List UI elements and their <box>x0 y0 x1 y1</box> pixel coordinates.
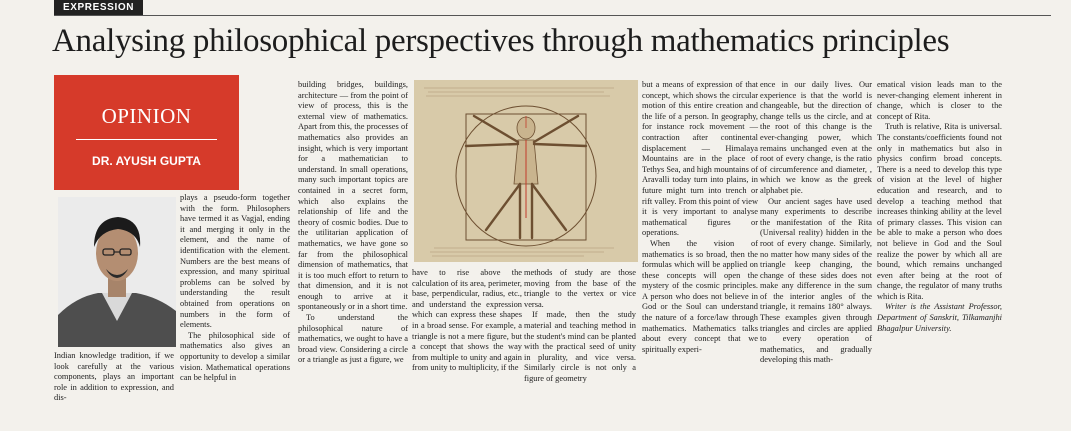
article-column-8 <box>877 80 1002 334</box>
opinion-label: OPINION <box>101 104 192 128</box>
paragraph: When the vision of mathematics is so broad, then the formulas which will be applied on these concepts will open the mystery of the cosmic principles. A person who does not believe in God or the Soul can understand the nature of a force/law through mathematics. Mathematics talks about every concept that we spiritually experi- <box>642 238 758 354</box>
author-name: DR. AYUSH GUPTA <box>92 154 201 168</box>
paragraph: ence in our daily lives. Our experience is that the world is changeable, but the direction of change tells us the circle, and at the root of this change is the ever-changing power, which remains unchanged even at the root of every change, is the ratio of circumference and diameter, , which we know as the greek alphabet pie. <box>760 80 872 195</box>
article-column-2 <box>180 193 290 384</box>
top-rule <box>54 15 1051 16</box>
paragraph: Indian knowledge tradition, if we look carefully at the various components, plays an important role in addition to expression, and dis- <box>54 351 174 403</box>
opinion-divider <box>76 139 217 140</box>
article-column-5 <box>524 268 636 385</box>
vitruvian-man-figure <box>414 80 638 262</box>
author-note: Writer is the Assistant Professor, Department of Sanskrit, Tilkamanjhi Bhagalpur University. <box>877 302 1002 333</box>
opinion-box <box>54 75 239 190</box>
article-column-6 <box>642 80 758 355</box>
paragraph: ematical vision leads man to the never-changing element inherent in change, which is closer to the concept of Rita. <box>877 80 1002 121</box>
paragraph: but a means of expression of that concept, which shows the circular motion of this entire creation and the life of a person. In geography, for instance rock movement — contraction after continental displacement — Himalaya Mountains are in the place of Tethys Sea, and high mountains of Aravalli today turn into plains, in future might turn into trench or rift valley. From this point of view it is very important to analyse mathematical figures or operations. <box>642 80 758 238</box>
author-photo <box>58 197 176 347</box>
headline: Analysing philosophical perspectives through mathematics principles <box>52 23 950 59</box>
paragraph: If made, then the study material and teaching method in the student's mind can be planted with the practical seed of unity in plurality, and vice versa. Similarly circle is not only a figure of geometry <box>524 310 636 383</box>
paragraph: have to rise above the calculation of its area, perimeter, base, perpendicular, radius, etc., and understand the expression which can express these shapes in a broad sense. For example, a triangle is not a mere figure, but a concept that shows the way from multiple to unity and again from unity to multiplicity, if the <box>412 268 522 373</box>
section-tag: EXPRESSION <box>54 0 143 15</box>
paragraph: Our ancient sages have used many experiments to describe the manifestation of the Rita (Universal reality) hidden in the root of every change. Similarly, no matter how many sides of the triangle keep changing, the change of these sides does not make any difference in the sum of the interior angles of the triangle, it remains 180° always. These examples given through triangles and circles are applied to every operation of mathematics, and gradually developing this math- <box>760 196 872 365</box>
paragraph: The philosophical side of mathematics also gives an opportunity to develop a similar vision. Mathematical operations can be helpful in <box>180 330 290 383</box>
article-column-1 <box>54 351 174 404</box>
paragraph: Truth is relative, Rita is universal. The constants/coefficients found not only in mathematics but also in physics confirm broad concepts. There is a need to develop this type of vision at the level of higher education and research, and to develop a teaching method that increases thinking ability at the level of primary classes. This vision can be able to make a person who does not believe in God and the Soul realize the power by which all are bound, which remains unchanged even after being at the root of change, the regulator of many truths which is Rita. <box>877 122 1002 301</box>
paragraph: methods of study are those moving from the base of the triangle to the vertex or vice versa. <box>524 268 636 309</box>
article-column-7 <box>760 80 872 366</box>
paragraph: building bridges, buildings, architecture — from the point of view of process, this is the external view of mathematics. Apart from this, the processes of mathematics also provides an insight, which is very important for a mathematician to understand. In small operations, many such important topics are contained in a secret form, which also explains the relationship of life and the theory of cosmic bodies. Due to the utilitarian application of mathematics, we have gone so far from the philosophical dimension of mathematics, that it is too much effort to return to that dimension, and it is not enough to arrive at it spontaneously or in a short time. <box>298 80 408 312</box>
article-column-3 <box>298 80 408 366</box>
paragraph: To understand the philosophical nature of mathematics, we ought to have a broad view. Considering a circle or a triangle as just a figure, we <box>298 313 408 365</box>
article-column-4 <box>412 268 522 374</box>
paragraph: plays a pseudo-form together with the form. Philosophers have termed it as Vagjal, ending it and merging it only in the element, and the name of identification with the element. Numbers are the best means of expression, and many spiritual problems can be solved by understanding the result obtained from operations on numbers in the form of elements. <box>180 193 290 330</box>
